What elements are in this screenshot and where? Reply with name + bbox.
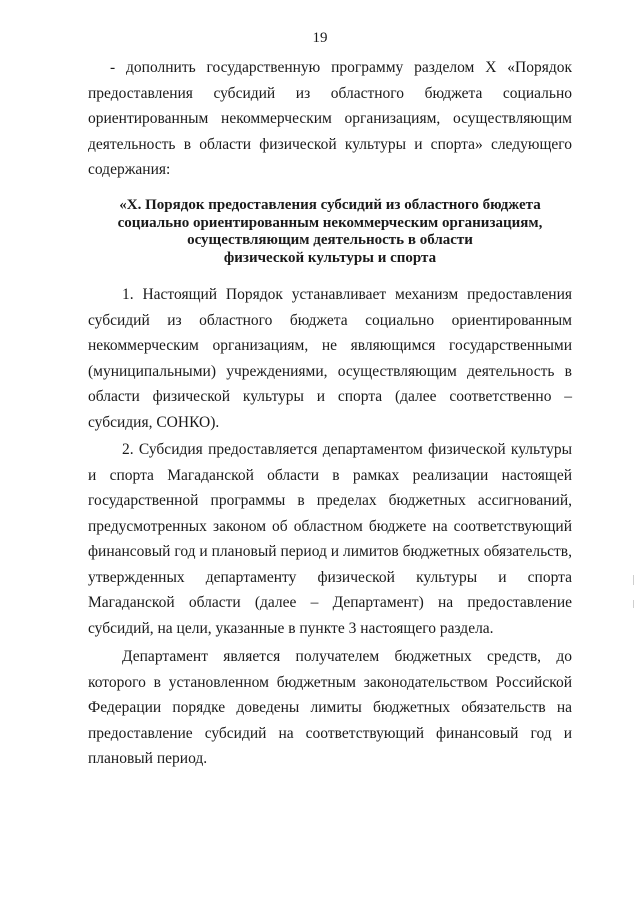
paragraph-1: 1. Настоящий Порядок устанавливает механизм предоставления субсидий из областного бюджета социально ориентированным некоммерческим организациям, не являющимся государственными (муниципальными) учреждениями, осуществляющим деятельность в области физической культуры и спорта (далее соответственно – субсидия, СОНКО).: [88, 286, 572, 431]
section-heading: [88, 197, 572, 267]
section-heading-line: социально ориентированным некоммерческим организациям,: [117, 214, 543, 231]
section-heading-line: осуществляющим деятельность в области: [187, 232, 473, 248]
page-number: 19: [312, 30, 328, 46]
paragraph-2: 2. Субсидия предоставляется департаментом физической культуры и спорта Магаданской области в рамках реализации настоящей государственной программы в пределах бюджетных ассигнований, предусмотренных законом об областном бюджете на соответствующий финансовый год и плановый период и лимитов бюджетных обязательств, утвержденных департаменту физической культуры и спорта Магаданской области (далее – Департамент) на предоставление субсидий, на цели, указанные в пункте 3 настоящего раздела.: [88, 441, 572, 637]
section-heading-line: физической культуры и спорта: [223, 249, 437, 266]
scan-edge-mark: [633, 575, 634, 585]
section-heading-line: «X. Порядок предоставления субсидий из областного бюджета: [119, 197, 541, 213]
paragraph-3: Департамент является получателем бюджетных средств, до которого в установленном бюджетным законодательством Российской Федерации порядке доведены лимиты бюджетных обязательств на предоставление субсидий на соответствующий финансовый год и плановый период.: [88, 648, 572, 767]
scan-edge-mark: [633, 600, 634, 608]
intro-paragraph: - дополнить государственную программу разделом X «Порядок предоставления субсидий из областного бюджета социально ориентированным некоммерческим организациям, осуществляющим деятельность в области физической культуры и спорта» следующего содержания:: [88, 59, 572, 178]
